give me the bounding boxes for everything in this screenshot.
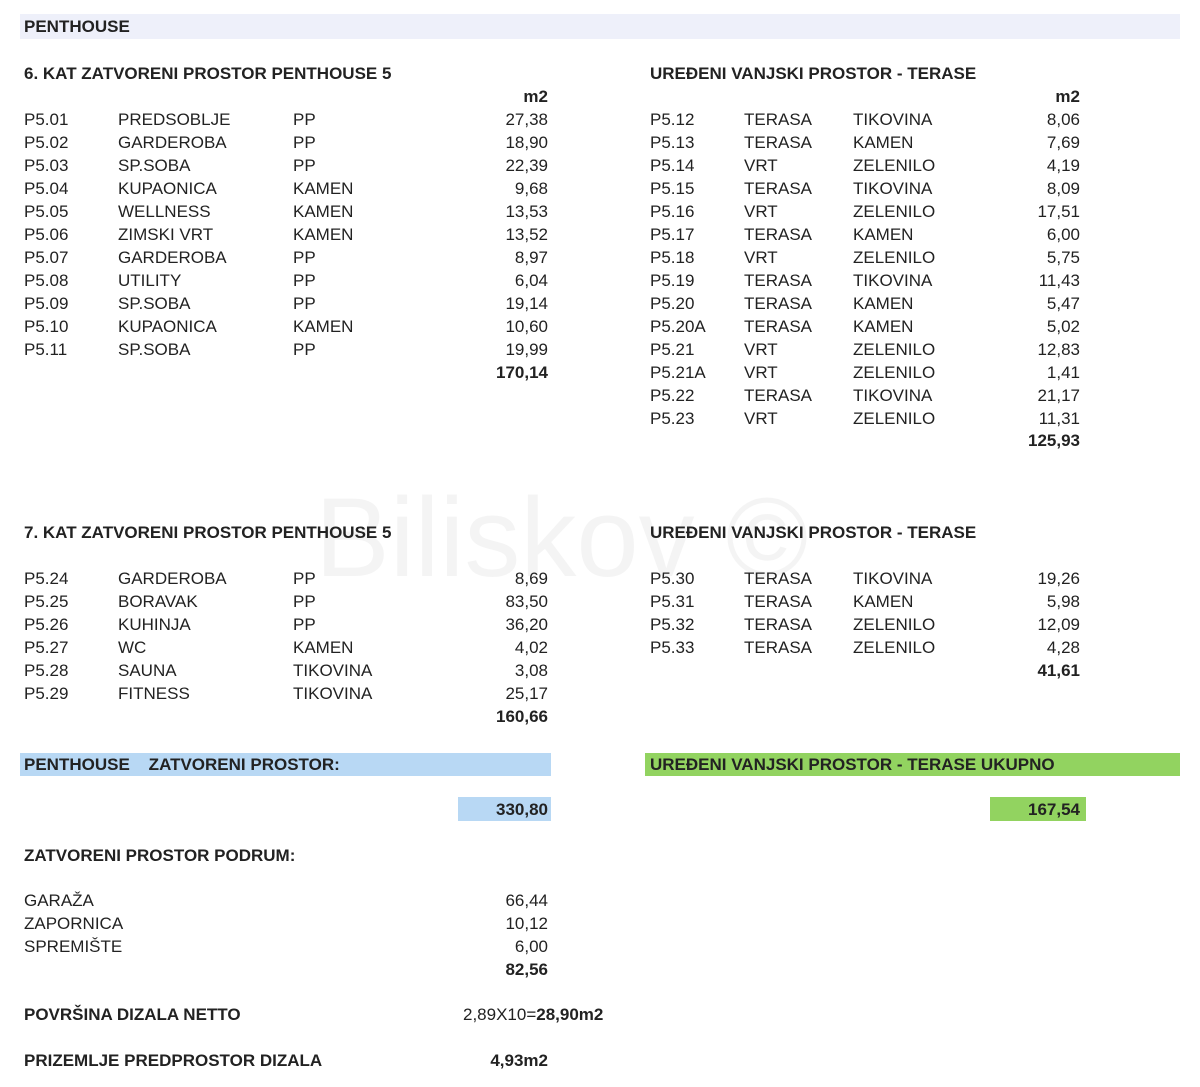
room-area: 66,44 xyxy=(505,891,548,910)
room-name: WELLNESS xyxy=(118,202,211,221)
room-code: P5.20A xyxy=(650,317,706,336)
room-code: P5.25 xyxy=(24,592,69,611)
table-row xyxy=(0,590,1200,613)
floor7-outdoor-title: UREĐENI VANJSKI PROSTOR - TERASE xyxy=(650,523,977,542)
floor6-outdoor-total: 125,93 xyxy=(1028,431,1080,450)
room-floor: KAMEN xyxy=(853,317,914,336)
table-row xyxy=(0,407,1200,430)
room-code: P5.04 xyxy=(24,179,69,198)
table-row xyxy=(0,108,1200,131)
room-area: 8,09 xyxy=(1046,179,1080,198)
table-row xyxy=(0,567,1200,590)
room-code: P5.10 xyxy=(24,317,69,336)
room-area: 25,17 xyxy=(505,684,548,703)
room-floor: PP xyxy=(293,615,316,634)
room-floor: KAMEN xyxy=(853,592,914,611)
room-name: PREDSOBLJE xyxy=(118,110,231,129)
room-area: 5,02 xyxy=(1046,317,1080,336)
room-floor: ZELENILO xyxy=(853,363,936,382)
room-area: 19,99 xyxy=(505,340,548,359)
room-floor: KAMEN xyxy=(293,179,354,198)
basement-total: 82,56 xyxy=(505,960,548,979)
room-area: 8,06 xyxy=(1046,110,1080,129)
room-floor: ZELENILO xyxy=(853,202,936,221)
floor7-title: 7. KAT ZATVORENI PROSTOR PENTHOUSE 5 xyxy=(24,523,392,542)
room-floor: TIKOVINA xyxy=(853,569,933,588)
room-code: P5.07 xyxy=(24,248,69,267)
room-floor: ZELENILO xyxy=(853,340,936,359)
table-row xyxy=(0,889,560,912)
room-area: 4,28 xyxy=(1046,638,1080,657)
floor6-outdoor-title: UREĐENI VANJSKI PROSTOR - TERASE xyxy=(650,64,977,83)
room-name: BORAVAK xyxy=(118,592,198,611)
room-area: 1,41 xyxy=(1046,363,1080,382)
room-name: SP.SOBA xyxy=(118,294,191,313)
room-area: 7,69 xyxy=(1046,133,1080,152)
room-name: TERASA xyxy=(744,317,813,336)
room-area: 10,60 xyxy=(505,317,548,336)
closed-summary-label: PENTHOUSE ZATVORENI PROSTOR: xyxy=(24,755,340,774)
room-area: 3,08 xyxy=(514,661,548,680)
room-code: P5.33 xyxy=(650,638,695,657)
room-floor: ZELENILO xyxy=(853,248,936,267)
room-name: VRT xyxy=(744,156,778,175)
header-band xyxy=(20,14,1180,39)
room-floor: TIKOVINA xyxy=(293,661,373,680)
room-name: TERASA xyxy=(744,133,813,152)
room-name: SP.SOBA xyxy=(118,340,191,359)
basement-title: ZATVORENI PROSTOR PODRUM: xyxy=(24,846,296,865)
room-area: 11,31 xyxy=(1038,409,1080,428)
room-code: P5.24 xyxy=(24,569,69,588)
room-floor: KAMEN xyxy=(293,202,354,221)
room-name: WC xyxy=(118,638,147,657)
table-row xyxy=(0,246,1200,269)
elevator-ground-value: 4,93m2 xyxy=(490,1051,548,1070)
closed-total: 330,80 xyxy=(496,800,548,819)
room-code: P5.31 xyxy=(650,592,695,611)
room-name: TERASA xyxy=(744,179,813,198)
room-area: 10,12 xyxy=(505,914,548,933)
table-row xyxy=(0,912,560,935)
room-area: 19,26 xyxy=(1037,569,1080,588)
room-area: 83,50 xyxy=(505,592,548,611)
room-floor: PP xyxy=(293,592,316,611)
elevator-net-result: 28,90m2 xyxy=(536,1005,604,1024)
room-code: P5.12 xyxy=(650,110,695,129)
room-area: 13,53 xyxy=(505,202,548,221)
room-floor: PP xyxy=(293,110,316,129)
table-row xyxy=(0,177,1200,200)
room-code: P5.17 xyxy=(650,225,695,244)
floor6-outdoor-unit: m2 xyxy=(1055,87,1080,106)
room-area: 6,04 xyxy=(514,271,548,290)
room-code: P5.11 xyxy=(24,340,68,359)
room-name: TERASA xyxy=(744,592,813,611)
floor7-outdoor-total: 41,61 xyxy=(1037,661,1080,680)
room-name: TERASA xyxy=(744,225,813,244)
table-row xyxy=(0,292,1200,315)
table-row xyxy=(0,361,1200,384)
elevator-ground-label: PRIZEMLJE PREDPROSTOR DIZALA xyxy=(24,1051,323,1070)
room-code: P5.01 xyxy=(24,110,69,129)
table-row xyxy=(0,659,560,682)
floor6-total: 170,14 xyxy=(496,363,548,382)
outdoor-total: 167,54 xyxy=(1028,800,1080,819)
elevator-net-label: POVRŠINA DIZALA NETTO xyxy=(24,1005,241,1024)
room-area: 22,39 xyxy=(505,156,548,175)
table-row xyxy=(0,935,560,958)
floor6-unit: m2 xyxy=(523,87,548,106)
elevator-net-formula: 2,89X10= xyxy=(463,1005,537,1024)
table-row xyxy=(0,154,1200,177)
floor7-total: 160,66 xyxy=(496,707,548,726)
room-name: TERASA xyxy=(744,110,813,129)
room-code: P5.29 xyxy=(24,684,69,703)
room-floor: ZELENILO xyxy=(853,409,936,428)
room-code: P5.20 xyxy=(650,294,695,313)
room-area: 5,75 xyxy=(1046,248,1080,267)
room-code: P5.08 xyxy=(24,271,69,290)
room-name: KUHINJA xyxy=(118,615,191,634)
room-area: 17,51 xyxy=(1037,202,1080,221)
room-area: 5,47 xyxy=(1046,294,1080,313)
room-code: P5.21A xyxy=(650,363,706,382)
room-floor: PP xyxy=(293,569,316,588)
room-code: P5.26 xyxy=(24,615,69,634)
room-code: P5.23 xyxy=(650,409,695,428)
room-code: P5.09 xyxy=(24,294,69,313)
room-floor: KAMEN xyxy=(293,638,354,657)
room-area: 4,02 xyxy=(514,638,548,657)
room-code: P5.32 xyxy=(650,615,695,634)
room-code: P5.06 xyxy=(24,225,69,244)
room-code: P5.22 xyxy=(650,386,695,405)
room-area: 36,20 xyxy=(505,615,548,634)
room-code: P5.03 xyxy=(24,156,69,175)
room-floor: TIKOVINA xyxy=(853,271,933,290)
room-name: ZIMSKI VRT xyxy=(118,225,214,244)
room-name: UTILITY xyxy=(118,271,182,290)
room-code: P5.18 xyxy=(650,248,695,267)
room-name: TERASA xyxy=(744,294,813,313)
room-area: 6,00 xyxy=(514,937,548,956)
room-code: P5.30 xyxy=(650,569,695,588)
room-name: TERASA xyxy=(744,386,813,405)
room-area: 8,97 xyxy=(514,248,548,267)
room-floor: TIKOVINA xyxy=(853,386,933,405)
table-row xyxy=(0,636,1200,659)
room-area: 12,83 xyxy=(1037,340,1080,359)
room-floor: KAMEN xyxy=(293,317,354,336)
room-name: VRT xyxy=(744,363,778,382)
room-code: P5.28 xyxy=(24,661,69,680)
room-code: P5.27 xyxy=(24,638,69,657)
room-name: KUPAONICA xyxy=(118,317,217,336)
room-code: P5.21 xyxy=(650,340,695,359)
room-floor: PP xyxy=(293,248,316,267)
table-row xyxy=(0,131,1200,154)
room-floor: PP xyxy=(293,156,316,175)
table-row xyxy=(0,223,1200,246)
room-area: 21,17 xyxy=(1037,386,1080,405)
room-code: P5.19 xyxy=(650,271,695,290)
room-code: P5.16 xyxy=(650,202,695,221)
room-area: 8,69 xyxy=(514,569,548,588)
room-name: GARDEROBA xyxy=(118,133,227,152)
room-floor: KAMEN xyxy=(293,225,354,244)
room-name: TERASA xyxy=(744,638,813,657)
floor6-outdoor-table xyxy=(0,108,1200,430)
basement-table xyxy=(0,889,560,958)
room-area: 18,90 xyxy=(505,133,548,152)
room-code: P5.02 xyxy=(24,133,69,152)
room-name: GARDEROBA xyxy=(118,248,227,267)
room-name: SPREMIŠTE xyxy=(24,937,123,956)
room-area: 27,38 xyxy=(505,110,548,129)
room-floor: TIKOVINA xyxy=(293,684,373,703)
room-name: GARAŽA xyxy=(24,891,94,910)
room-name: SAUNA xyxy=(118,661,177,680)
room-name: KUPAONICA xyxy=(118,179,217,198)
room-floor: PP xyxy=(293,340,316,359)
table-row xyxy=(0,200,1200,223)
room-code: P5.15 xyxy=(650,179,695,198)
room-floor: ZELENILO xyxy=(853,638,936,657)
room-floor: KAMEN xyxy=(853,294,914,313)
room-area: 11,43 xyxy=(1038,271,1080,290)
room-area: 12,09 xyxy=(1037,615,1080,634)
room-area: 6,00 xyxy=(1046,225,1080,244)
table-row xyxy=(0,315,1200,338)
room-name: GARDEROBA xyxy=(118,569,227,588)
room-area: 9,68 xyxy=(514,179,548,198)
room-name: ZAPORNICA xyxy=(24,914,124,933)
room-floor: KAMEN xyxy=(853,225,914,244)
room-name: VRT xyxy=(744,409,778,428)
floor6-title: 6. KAT ZATVORENI PROSTOR PENTHOUSE 5 xyxy=(24,64,392,83)
room-floor: PP xyxy=(293,133,316,152)
room-floor: ZELENILO xyxy=(853,615,936,634)
page-title: PENTHOUSE xyxy=(24,17,130,36)
table-row xyxy=(0,338,1200,361)
room-name: SP.SOBA xyxy=(118,156,191,175)
room-area: 4,19 xyxy=(1046,156,1080,175)
table-row xyxy=(0,613,1200,636)
table-row xyxy=(0,384,1200,407)
room-name: TERASA xyxy=(744,615,813,634)
room-name: VRT xyxy=(744,248,778,267)
room-area: 19,14 xyxy=(505,294,548,313)
room-code: P5.13 xyxy=(650,133,695,152)
room-name: TERASA xyxy=(744,271,813,290)
room-name: VRT xyxy=(744,340,778,359)
room-area: 5,98 xyxy=(1046,592,1080,611)
room-floor: PP xyxy=(293,294,316,313)
table-row xyxy=(0,682,560,705)
room-floor: ZELENILO xyxy=(853,156,936,175)
room-code: P5.05 xyxy=(24,202,69,221)
room-floor: TIKOVINA xyxy=(853,110,933,129)
room-floor: TIKOVINA xyxy=(853,179,933,198)
elevator-net-value xyxy=(463,1003,603,1026)
floor7-outdoor-table xyxy=(0,567,1200,659)
outdoor-summary-label: UREĐENI VANJSKI PROSTOR - TERASE UKUPNO xyxy=(650,755,1055,774)
room-floor: PP xyxy=(293,271,316,290)
room-code: P5.14 xyxy=(650,156,695,175)
room-name: FITNESS xyxy=(118,684,190,703)
table-row xyxy=(0,269,1200,292)
room-floor: KAMEN xyxy=(853,133,914,152)
room-area: 13,52 xyxy=(505,225,548,244)
room-name: VRT xyxy=(744,202,778,221)
room-name: TERASA xyxy=(744,569,813,588)
